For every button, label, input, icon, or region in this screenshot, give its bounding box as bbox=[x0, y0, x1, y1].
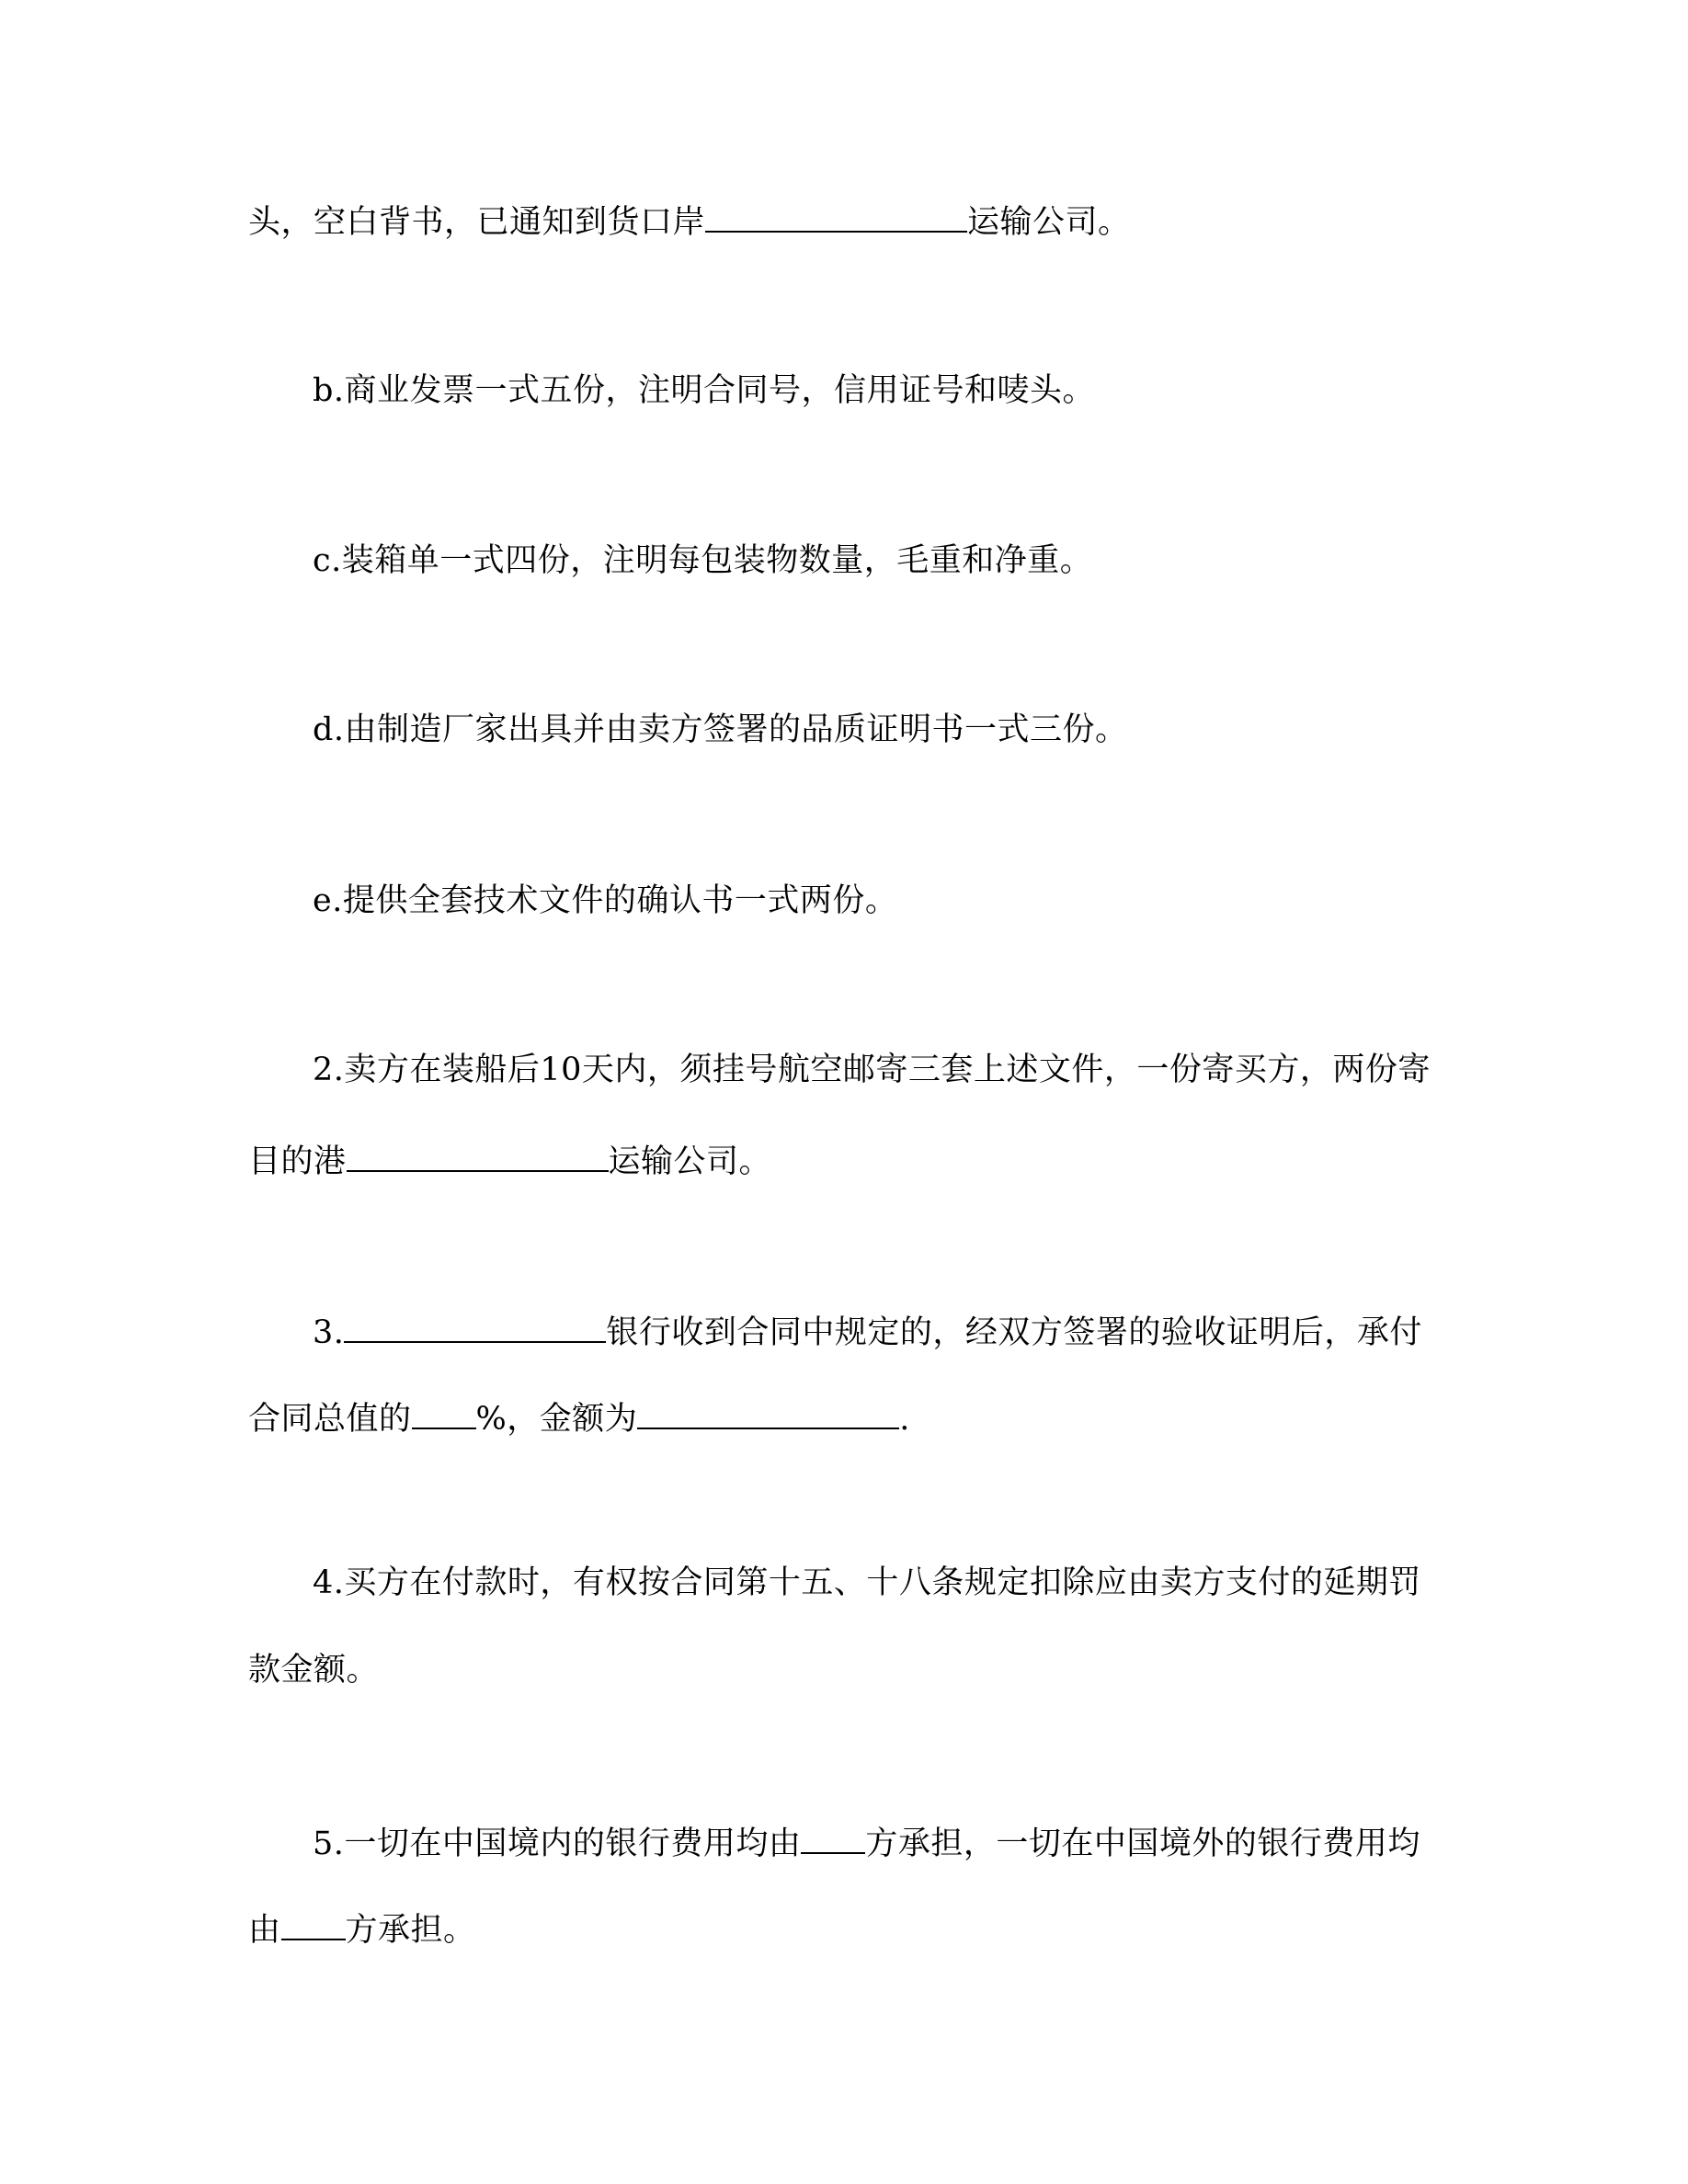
blank-line bbox=[637, 1394, 899, 1429]
text-segment: d.由制造厂家出具并由卖方签署的品质证明书一式三份。 bbox=[313, 711, 1128, 748]
text-segment: c.装箱单一式四份，注明每包装物数量，毛重和净重。 bbox=[313, 542, 1093, 579]
text-line bbox=[313, 1563, 1508, 1603]
text-segment: 5.一切在中国境内的银行费用均由 bbox=[313, 1826, 802, 1862]
blank-line bbox=[347, 1137, 609, 1172]
text-segment: 运输公司。 bbox=[608, 1143, 772, 1180]
text-segment: e.提供全套技术文件的确认书一式两份。 bbox=[313, 882, 898, 919]
text-segment: b.商业发票一式五份，注明合同号，信用证号和唛头。 bbox=[313, 372, 1096, 409]
text-line bbox=[248, 1394, 1443, 1439]
text-line bbox=[313, 881, 1508, 921]
text-line bbox=[313, 370, 1508, 411]
text-segment: 方承担。 bbox=[345, 1912, 476, 1949]
text-line bbox=[313, 1050, 1508, 1090]
text-segment: 2.卖方在装船后10天内，须挂号航空邮寄三套上述文件，一份寄买方，两份寄 bbox=[313, 1052, 1431, 1088]
blank-line bbox=[412, 1394, 476, 1429]
text-segment: %，金额为 bbox=[475, 1401, 638, 1438]
text-segment: 方承担，一切在中国境外的银行费用均 bbox=[865, 1826, 1420, 1862]
text-segment: 运输公司。 bbox=[967, 204, 1131, 241]
text-segment: 由 bbox=[248, 1912, 281, 1949]
text-line bbox=[248, 1905, 1443, 1951]
text-segment: 3. bbox=[313, 1314, 345, 1351]
text-segment: 款金额。 bbox=[248, 1652, 380, 1689]
text-line bbox=[313, 540, 1508, 581]
blank-line bbox=[705, 198, 967, 233]
text-segment: 目的港 bbox=[248, 1143, 347, 1180]
blank-line bbox=[801, 1819, 865, 1854]
text-line bbox=[313, 710, 1508, 750]
text-line bbox=[248, 1650, 1443, 1690]
text-line bbox=[248, 198, 1443, 243]
text-segment: 合同总值的 bbox=[248, 1401, 412, 1438]
text-segment: 头，空白背书，已通知到货口岸 bbox=[248, 204, 706, 241]
text-segment: . bbox=[899, 1401, 910, 1438]
text-line bbox=[313, 1308, 1508, 1353]
text-line bbox=[313, 1819, 1508, 1864]
blank-line bbox=[281, 1905, 346, 1940]
text-line bbox=[248, 1137, 1443, 1182]
blank-line bbox=[344, 1308, 606, 1343]
text-segment: 4.买方在付款时，有权按合同第十五、十八条规定扣除应由卖方支付的延期罚 bbox=[313, 1564, 1421, 1601]
text-segment: 银行收到合同中规定的，经双方签署的验收证明后，承付 bbox=[606, 1314, 1422, 1351]
